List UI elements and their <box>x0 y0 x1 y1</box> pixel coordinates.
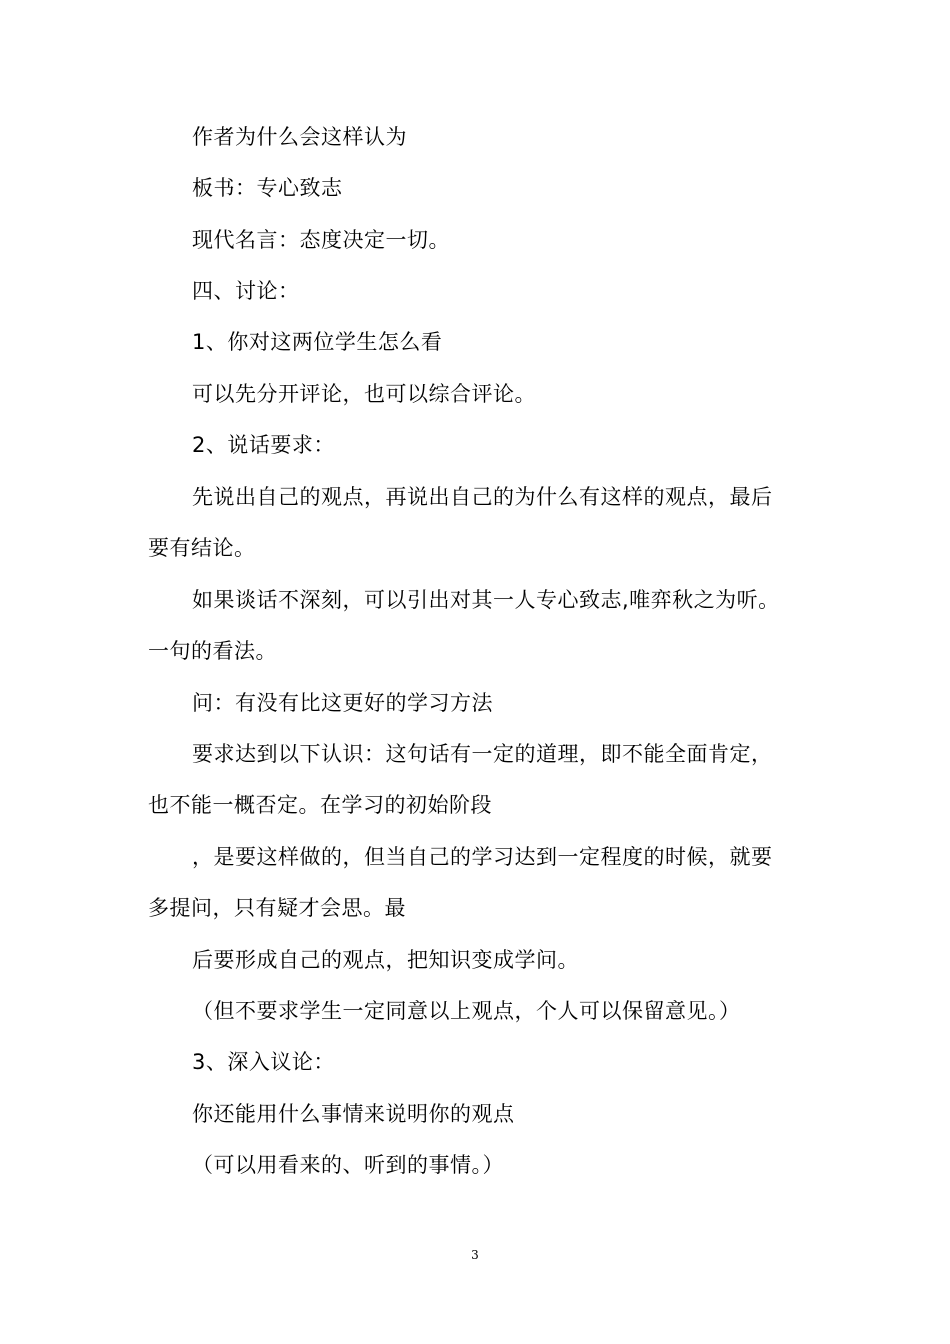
list-item: 1、你对这两位学生怎么看 <box>192 330 443 354</box>
text-line: 要求达到以下认识：这句话有一定的道理，即不能全面肯定， <box>192 742 773 766</box>
page-number: 3 <box>471 1248 479 1262</box>
text-line: （可以用看来的、听到的事情。） <box>192 1153 504 1177</box>
list-item: 3、深入议论： <box>192 1050 335 1074</box>
text-line: ，是要这样做的，但当自己的学习达到一定程度的时候，就要 <box>192 845 773 869</box>
text-line: 一句的看法。 <box>148 639 277 663</box>
text-line: 后要形成自己的观点，把知识变成学问。 <box>192 948 579 972</box>
text-line: 你还能用什么事情来说明你的观点 <box>192 1102 515 1126</box>
text-line: 问：有没有比这更好的学习方法 <box>192 691 493 715</box>
text-line: 要有结论。 <box>148 536 256 560</box>
text-line: （但不要求学生一定同意以上观点，个人可以保留意见。） <box>192 999 741 1023</box>
text-line: 如果谈话不深刻，可以引出对其一人专心致志,唯弈秋之为听。 <box>192 588 780 612</box>
text-line: 可以先分开评论，也可以综合评论。 <box>192 382 536 406</box>
list-item: 2、说话要求： <box>192 433 335 457</box>
text-line: 现代名言：态度决定一切。 <box>192 228 450 252</box>
text-line: 也不能一概否定。在学习的初始阶段 <box>148 793 492 817</box>
text-line: 先说出自己的观点，再说出自己的为什么有这样的观点，最后 <box>192 485 773 509</box>
text-line: 板书：专心致志 <box>192 176 343 200</box>
text-line: 作者为什么会这样认为 <box>192 125 407 149</box>
section-heading: 四、讨论： <box>192 279 300 303</box>
text-line: 多提问，只有疑才会思。最 <box>148 896 406 920</box>
